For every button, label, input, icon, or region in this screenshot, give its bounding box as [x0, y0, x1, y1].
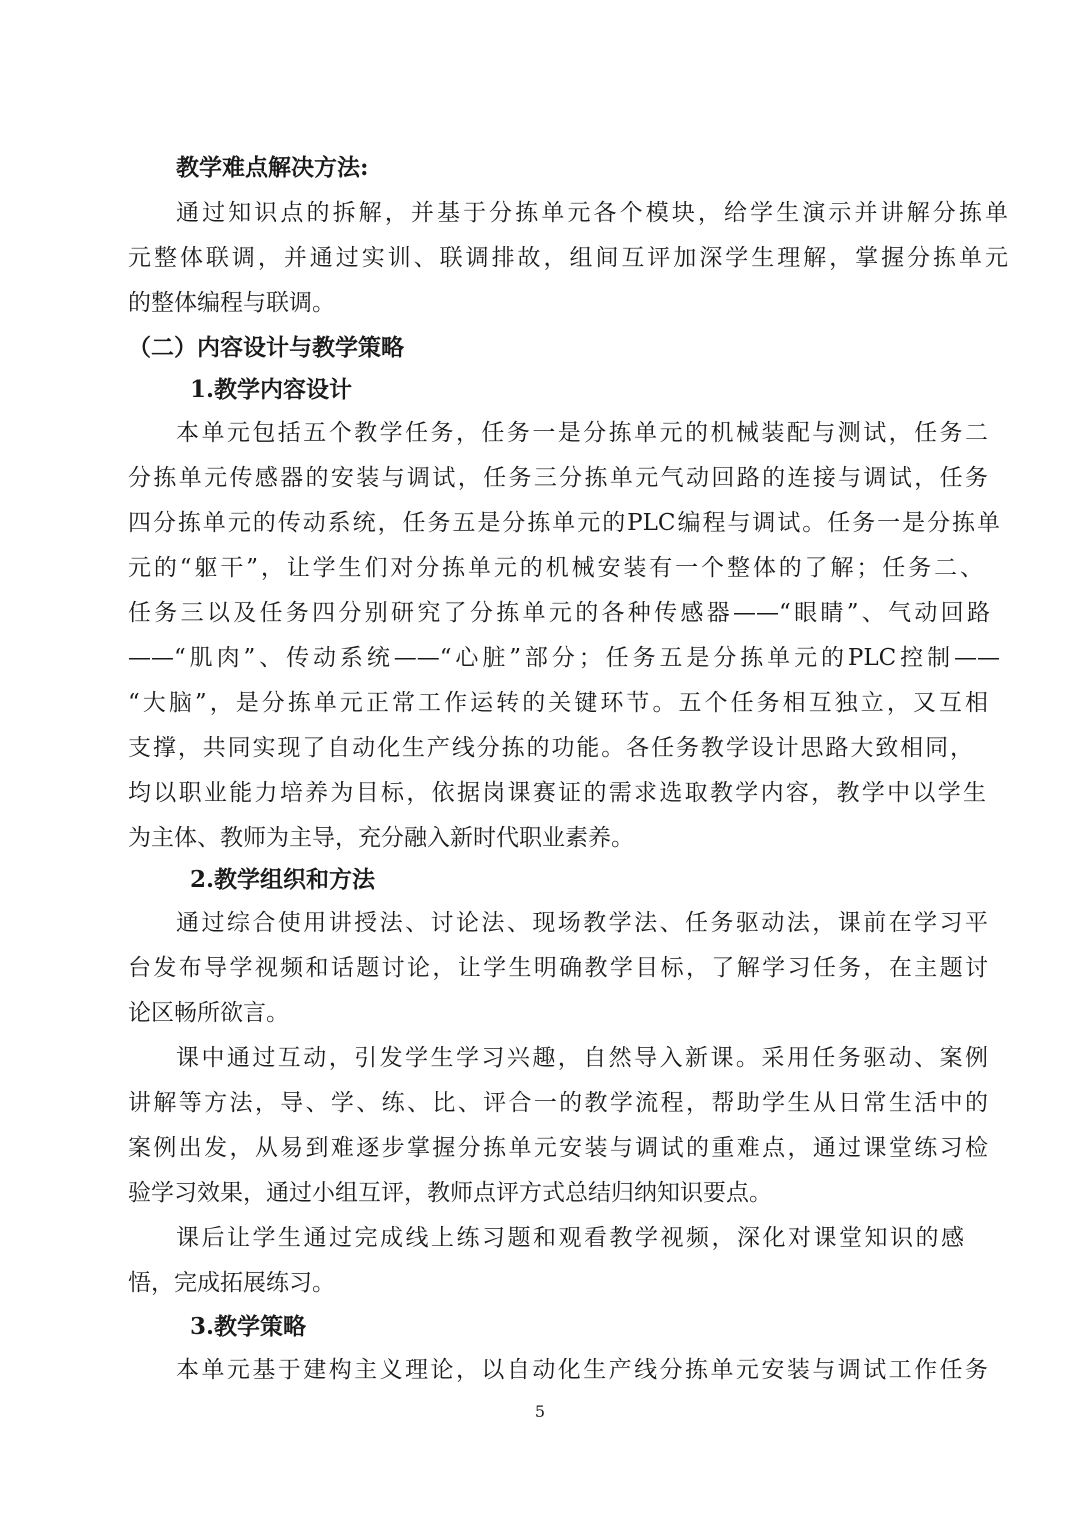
paragraph-line: 案例出发，从易到难逐步掌握分拣单元安装与调试的重难点，通过课堂练习检: [128, 1135, 988, 1161]
subsection-heading: 3.教学策略: [190, 1313, 307, 1340]
paragraph-line: 通过知识点的拆解，并基于分拣单元各个模块，给学生演示并讲解分拣单: [176, 200, 1008, 226]
paragraph-line: 元的“躯干”，让学生们对分拣单元的机械安装有一个整体的了解；任务二、: [128, 555, 983, 581]
paragraph-line: 四分拣单元的传动系统，任务五是分拣单元的PLC编程与调试。任务一是分拣单: [128, 510, 1000, 536]
subsection-heading: 1.教学内容设计: [190, 376, 353, 403]
subsection-heading: 2.教学组织和方法: [190, 866, 376, 893]
paragraph-line: 论区畅所欲言。: [128, 1000, 289, 1026]
paragraph-line: 验学习效果，通过小组互评，教师点评方式总结归纳知识要点。: [128, 1180, 772, 1206]
paragraph-line: “大脑”，是分拣单元正常工作运转的关键环节。五个任务相互独立，又互相: [128, 690, 988, 716]
paragraph-line: 本单元基于建构主义理论，以自动化生产线分拣单元安装与调试工作任务: [176, 1357, 988, 1383]
paragraph-line: 分拣单元传感器的安装与调试，任务三分拣单元气动回路的连接与调试，任务: [128, 465, 988, 491]
paragraph-line: 悟，完成拓展练习。: [128, 1270, 335, 1296]
paragraph-line: 元整体联调，并通过实训、联调排故，组间互评加深学生理解，掌握分拣单元: [128, 245, 1008, 271]
section-heading: （二）内容设计与教学策略: [128, 334, 404, 361]
paragraph-line: 为主体、教师为主导，充分融入新时代职业素养。: [128, 825, 634, 851]
paragraph-line: 课中通过互动，引发学生学习兴趣，自然导入新课。采用任务驱动、案例: [176, 1045, 988, 1071]
difficulty-heading: 教学难点解决方法:: [176, 154, 369, 181]
paragraph-line: ——“肌肉”、传动系统——“心脏”部分；任务五是分拣单元的PLC控制——: [128, 645, 1000, 671]
paragraph-line: 均以职业能力培养为目标，依据岗课赛证的需求选取教学内容，教学中以学生: [128, 780, 986, 806]
paragraph-line: 支撑，共同实现了自动化生产线分拣的功能。各任务教学设计思路大致相同，: [128, 735, 973, 761]
paragraph-line: 台发布导学视频和话题讨论，让学生明确教学目标，了解学习任务，在主题讨: [128, 955, 988, 981]
paragraph-line: 的整体编程与联调。: [128, 290, 335, 316]
paragraph-line: 通过综合使用讲授法、讨论法、现场教学法、任务驱动法，课前在学习平: [176, 910, 988, 936]
paragraph-line: 本单元包括五个教学任务，任务一是分拣单元的机械装配与测试，任务二: [176, 420, 988, 446]
page-number: 5: [534, 1402, 546, 1421]
paragraph-line: 任务三以及任务四分别研究了分拣单元的各种传感器——“眼睛”、气动回路: [128, 600, 990, 626]
paragraph-line: 课后让学生通过完成线上练习题和观看教学视频，深化对课堂知识的感: [176, 1225, 964, 1251]
paragraph-line: 讲解等方法，导、学、练、比、评合一的教学流程，帮助学生从日常生活中的: [128, 1090, 988, 1116]
